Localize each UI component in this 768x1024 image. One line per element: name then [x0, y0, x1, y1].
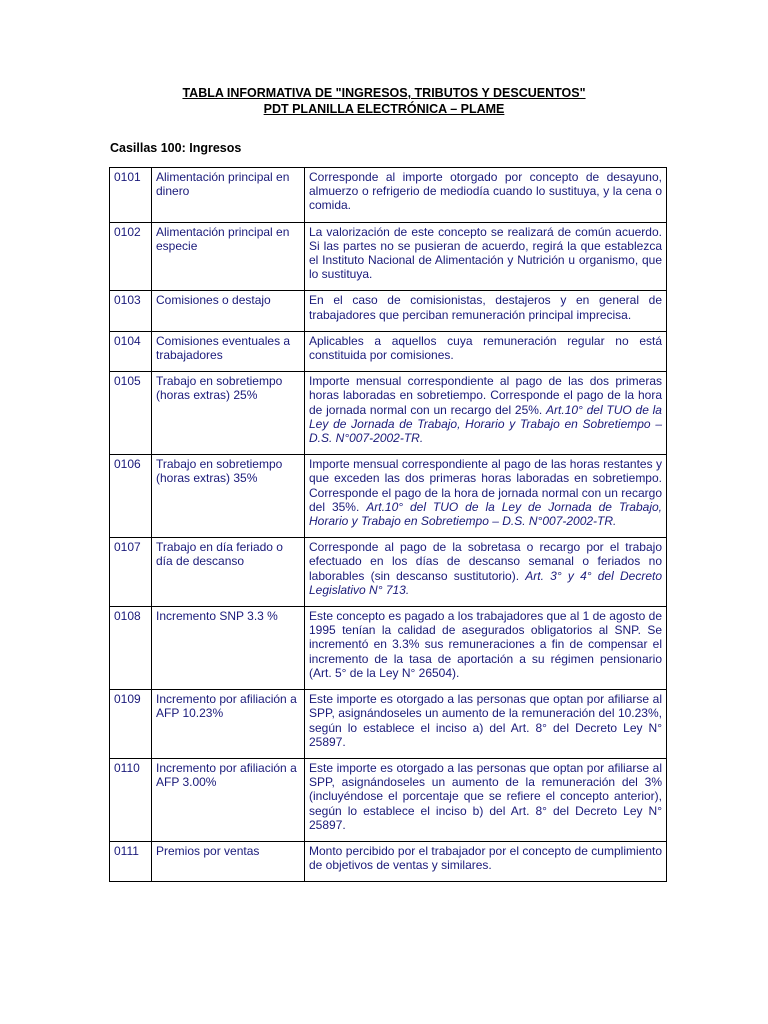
row-code: 0104 — [110, 331, 152, 371]
row-concept: Trabajo en sobretiempo (horas extras) 25% — [152, 372, 305, 455]
row-description-cell — [305, 607, 667, 690]
row-concept: Trabajo en día feriado o día de descanso — [152, 538, 305, 607]
table-row — [110, 841, 667, 881]
row-description: La valorización de este concepto se realizará de común acuerdo. Si las partes no se pusieran de acuerdo, regirá la que establezca el Instituto Nacional de Alimentación y Nutrición u organismo, que lo sustituya. — [309, 224, 662, 282]
table-row — [110, 690, 667, 759]
row-description: Corresponde al importe otorgado por concepto de desayuno, almuerzo o refrigerio de mediodía cuando lo sustituya, y la cena o comida. — [309, 170, 662, 213]
title-line-1: TABLA INFORMATIVA DE "INGRESOS, TRIBUTOS Y DESCUENTOS" — [182, 86, 586, 100]
row-legal-reference: Art.10° del TUO de la Ley de Jornada de Trabajo, Horario y Trabajo en Sobretiempo – D.S. N°007-2002-TR. — [309, 499, 662, 529]
row-description: Este importe es otorgado a las personas que optan por afiliarse al SPP, asignándoseles un aumento de la remuneración del 3% (incluyéndose el porcentaje que se refiere el concepto anterior), según lo establece el inciso b) del Art. 8° del Decreto Ley N° 25897. — [309, 760, 662, 832]
row-description: Aplicables a aquellos cuya remuneración regular no está constituida por comisiones. — [309, 333, 662, 363]
row-concept: Trabajo en sobretiempo (horas extras) 35% — [152, 455, 305, 538]
row-description: En el caso de comisionistas, destajeros y en general de trabajadores que perciban remuneración principal imprecisa. — [309, 293, 662, 322]
row-description: Monto percibido por el trabajador por el concepto de cumplimiento de objetivos de ventas y similares. — [309, 843, 662, 873]
row-legal-reference: Art.10° del TUO de la Ley de Jornada de Trabajo, Horario y Trabajo en Sobretiempo – D.S. N°007-2002-TR. — [309, 402, 662, 446]
row-description: Este importe es otorgado a las personas que optan por afiliarse al SPP, asignándoseles un aumento de la remuneración del 10.23%, según lo establece el inciso a) del Art. 8° del Decreto Ley N° 25897. — [309, 692, 662, 749]
row-description-cell — [305, 690, 667, 759]
table-row — [110, 291, 667, 331]
document-title — [0, 85, 768, 117]
row-description: Importe mensual correspondiente al pago de las horas restantes y que exceden las dos primeras horas laboradas en sobretiempo. Corresponde el pago de la hora de jornada normal con un recargo del 35%. — [309, 457, 662, 514]
table-row — [110, 372, 667, 455]
row-description-cell — [305, 538, 667, 607]
row-concept: Premios por ventas — [152, 841, 305, 881]
row-description: Importe mensual correspondiente al pago de las dos primeras horas laboradas en sobretiempo. Corresponde el pago de la hora de jornada normal con un recargo del 25%. — [309, 374, 662, 417]
row-description: Este concepto es pagado a los trabajadores que al 1 de agosto de 1995 tenían la calidad de asegurados obligatorios al SNP. Se incrementó en 3.3% sus remuneraciones a fin de compensar el incremento de la tasa de aportación a su régimen pensionario (Art. 5° de la Ley N° 26504). — [309, 609, 662, 680]
row-code: 0109 — [110, 690, 152, 759]
row-code: 0103 — [110, 291, 152, 331]
row-concept: Incremento por afiliación a AFP 10.23% — [152, 690, 305, 759]
row-description-cell — [305, 841, 667, 881]
row-code: 0105 — [110, 372, 152, 455]
table-row — [110, 758, 667, 841]
row-code: 0106 — [110, 455, 152, 538]
row-code: 0107 — [110, 538, 152, 607]
income-items-table — [109, 167, 667, 882]
row-description-cell — [305, 372, 667, 455]
row-concept: Incremento SNP 3.3 % — [152, 607, 305, 690]
table-row — [110, 455, 667, 538]
row-description: Corresponde al pago de la sobretasa o recargo por el trabajo efectuado en los días de descanso semanal o feriados no laborables (sin descanso sustitutorio). — [309, 540, 662, 583]
table-row — [110, 607, 667, 690]
row-description-cell — [305, 168, 667, 223]
row-description-cell — [305, 455, 667, 538]
row-code: 0101 — [110, 168, 152, 223]
table-row — [110, 168, 667, 223]
section-title: Casillas 100: Ingresos — [110, 141, 242, 155]
table-row — [110, 538, 667, 607]
row-concept: Comisiones o destajo — [152, 291, 305, 331]
row-code: 0108 — [110, 607, 152, 690]
row-legal-reference: Art. 3° y 4° del Decreto Legislativo N° 713. — [309, 568, 662, 597]
row-description-cell — [305, 222, 667, 291]
row-code: 0102 — [110, 222, 152, 291]
title-line-2: PDT PLANILLA ELECTRÓNICA – PLAME — [263, 102, 505, 116]
table-row — [110, 222, 667, 291]
row-description-cell — [305, 758, 667, 841]
row-code: 0110 — [110, 758, 152, 841]
row-concept: Alimentación principal en dinero — [152, 168, 305, 223]
row-code: 0111 — [110, 841, 152, 881]
row-description-cell — [305, 331, 667, 371]
row-concept: Comisiones eventuales a trabajadores — [152, 331, 305, 371]
row-description-cell — [305, 291, 667, 331]
row-concept: Incremento por afiliación a AFP 3.00% — [152, 758, 305, 841]
table-row — [110, 331, 667, 371]
row-concept: Alimentación principal en especie — [152, 222, 305, 291]
